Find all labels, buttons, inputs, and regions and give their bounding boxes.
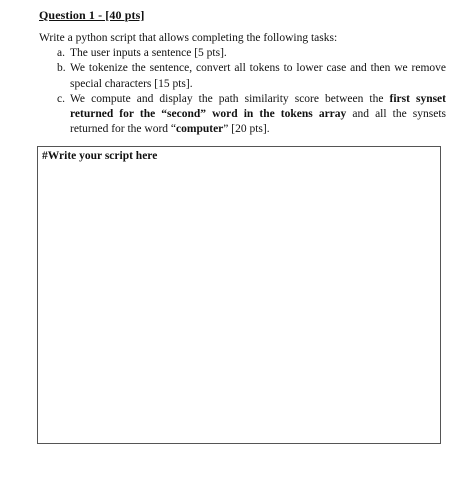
task-c-text-part-2: and all the synsets returned for the word “ [70,108,446,136]
task-c-text-part-3: ” [20 pts]. [223,123,270,136]
task-item-a [57,46,446,61]
task-item-b [57,61,446,92]
task-c-text-part-1: We compute and display the path similarity score between the [70,92,390,105]
question-heading: Question 1 - [40 pts] [39,8,145,22]
script-answer-box[interactable] [37,146,441,444]
task-item-c [57,92,446,138]
question-intro: Write a python script that allows completing the following tasks: [39,32,338,44]
task-list [57,46,446,138]
task-text-b: We tokenize the sentence, convert all tokens to lower case and then we remove special characters [15 pts]. [70,62,446,90]
task-marker-b: b. [57,62,66,75]
task-c-bold-computer: computer [176,123,224,136]
task-marker-a: a. [57,47,65,59]
script-placeholder: #Write your script here [42,150,158,162]
task-text-a: The user inputs a sentence [5 pts]. [70,47,227,59]
task-c-bold-second-word: first synset returned for the “second” word in the tokens array [70,92,446,121]
task-text-c [70,92,446,138]
task-marker-c: c. [57,92,65,105]
